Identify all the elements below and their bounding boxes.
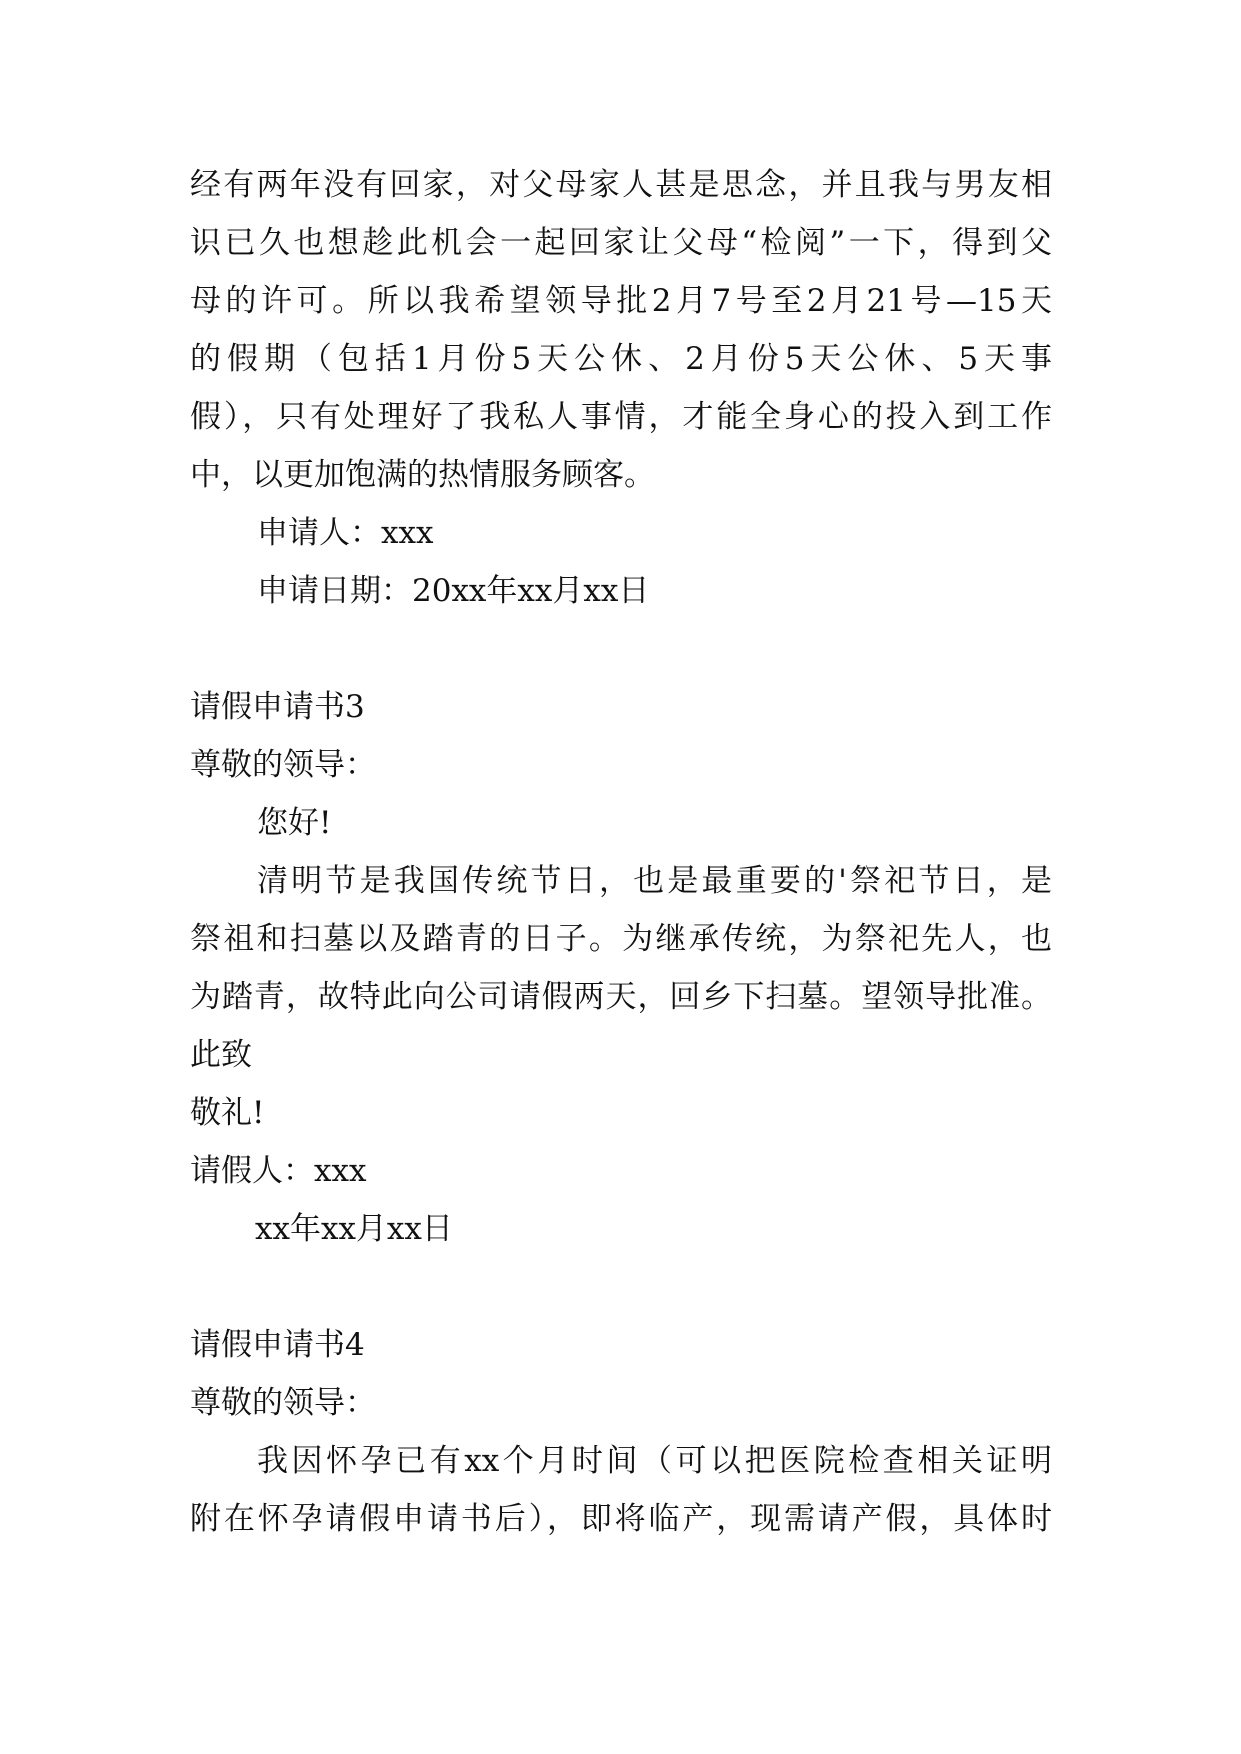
salutation: 尊敬的领导： [190, 1385, 376, 1421]
paragraph-line: 清明节是我国传统节日，也是最重要的'祭祀节日，是 [257, 863, 1052, 899]
paragraph-line: 识已久也想趁此机会一起回家让父母“检阅”一下，得到父 [190, 225, 1052, 261]
closing-line: 此致 [190, 1037, 252, 1073]
paragraph-line: 中，以更加饱满的热情服务顾客。 [190, 457, 655, 493]
paragraph-line: 祭祖和扫墓以及踏青的日子。为继承传统，为祭祀先人，也 [190, 921, 1052, 957]
paragraph-line: 假），只有处理好了我私人事情，才能全身心的投入到工作 [190, 399, 1052, 435]
paragraph-line: 的假期（包括1月份5天公休、2月份5天公休、5天事 [190, 341, 1052, 377]
paragraph-line: 母的许可。所以我希望领导批2月7号至2月21号—15天 [190, 283, 1052, 319]
signature-date: xx年xx月xx日 [255, 1211, 453, 1247]
paragraph-line: 为踏青，故特此向公司请假两天，回乡下扫墓。望领导批准。 [190, 979, 1052, 1015]
salutation: 尊敬的领导： [190, 747, 376, 783]
application-date: 申请日期：20xx年xx月xx日 [257, 573, 650, 609]
section-title: 请假申请书4 [190, 1327, 365, 1363]
paragraph-line: 我因怀孕已有xx个月时间（可以把医院检查相关证明 [257, 1443, 1052, 1479]
paragraph-line: 附在怀孕请假申请书后），即将临产，现需请产假，具体时 [190, 1501, 1052, 1537]
applicant-line: 申请人：xxx [257, 515, 434, 551]
signer-line: 请假人：xxx [190, 1153, 367, 1189]
greeting: 您好! [257, 805, 332, 841]
closing-line: 敬礼! [190, 1095, 265, 1131]
section-title: 请假申请书3 [190, 689, 365, 725]
paragraph-line: 经有两年没有回家，对父母家人甚是思念，并且我与男友相 [190, 167, 1052, 203]
